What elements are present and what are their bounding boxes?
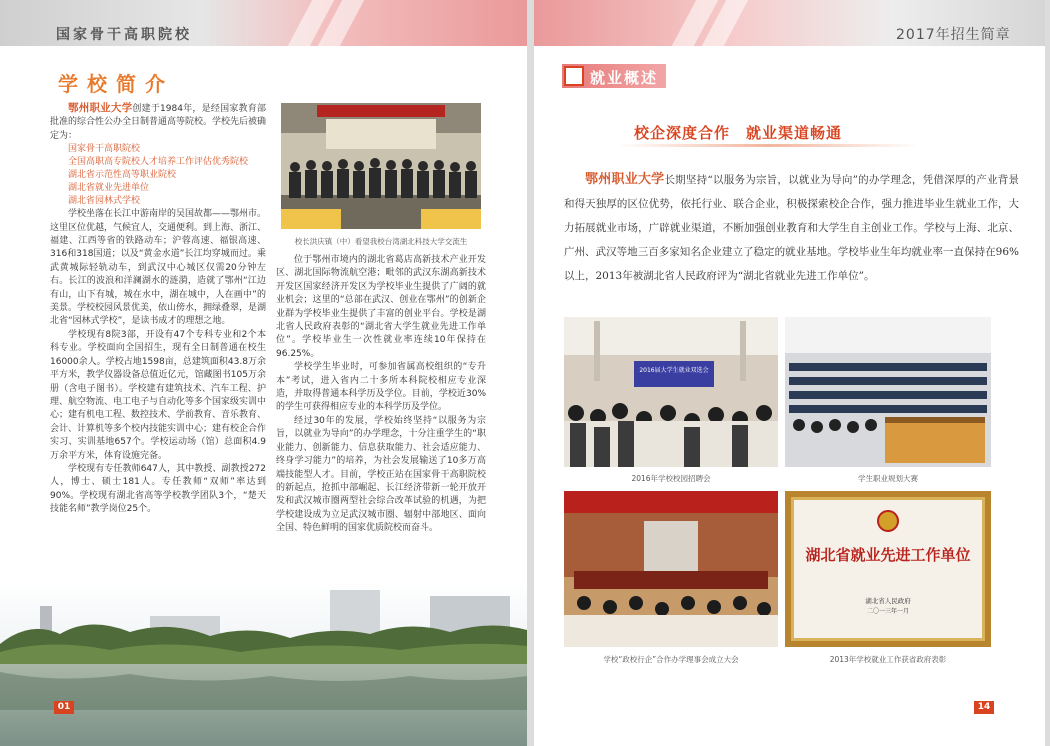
photo-caption: 2013年学校就业工作获省政府表彰 xyxy=(829,655,947,664)
council-meeting-photo xyxy=(564,491,778,647)
right-page xyxy=(534,0,1045,746)
page-number: 01 xyxy=(54,701,74,714)
honor-item: 湖北省就业先进单位 xyxy=(68,183,150,194)
intro-paragraph xyxy=(50,102,266,143)
honor-item: 国家骨干高职院校 xyxy=(68,144,141,155)
honors-list xyxy=(50,143,266,208)
section-label: 就业概述 xyxy=(590,69,659,87)
exchange-students-photo xyxy=(281,103,481,229)
honor-item: 全国高职高专院校人才培养工作评估优秀院校 xyxy=(68,157,249,168)
faculty-paragraph: 学校现有专任教师647人，其中教授、副教授272人，博士、硕士181人。专任教师“双师”率达到90%。学校现有湖北省高等学校教学团队3个，“楚天技能名师”教学岗位25个。 xyxy=(50,463,266,515)
development-column xyxy=(276,254,486,536)
honor-item: 湖北省园林式学校 xyxy=(68,196,141,207)
plaque-issuer: 湖北省人民政府 xyxy=(865,597,911,605)
photo-caption: 学生职业规划大赛 xyxy=(858,474,918,483)
plaque-frame xyxy=(791,497,985,641)
intro-text: 创建于1984年，是经国家教育部批准的综合性公办全日制普通高等院校。学校先后被确定为： xyxy=(50,104,267,141)
employment-overview-paragraph xyxy=(564,168,1019,288)
page-number: 14 xyxy=(974,701,994,714)
intro-column xyxy=(50,102,266,517)
photo-caption: 校长洪庆镇（中）看望我校台湾湖北科技大学交流生 xyxy=(294,237,468,246)
section-tag-icon xyxy=(564,66,584,86)
header-title: 国家骨干高职院校 xyxy=(56,27,192,43)
plaque-date: 二〇一三年一月 xyxy=(866,608,909,615)
employment-paragraph: 位于鄂州市境内的湖北省葛店高新技术产业开发区、湖北国际物流航空港；毗邻的武汉东湖高新技术开发区国家经济开发区为学校毕业生提供了广阔的就业机会；这里的“总部在武汉、创业在鄂州”的创新企业群为学校毕业生提供了丰富的创业平台。学校是湖北省人民政府表彰的“湖北省大学生就业先进工作单位”。学校毕业生一次性就业率连续10年保持在96.25%。 xyxy=(276,255,486,359)
career-contest-photo xyxy=(785,317,991,467)
photo-caption: 2016年学校校园招聘会 xyxy=(631,474,711,483)
scale-paragraph: 学校现有8院3部，开设有47个专科专业和2个本科专业。学校面向全国招生，现有全日制普通在校生16000余人。学校占地1598亩，总建筑面积43.8万余平方米，教学仪器设备总值近亿元，馆藏图书105万余册（含电子图书）。学校建有建筑技术、汽车工程、护理、航空物流、电工电子与自动化等多个国家级实训中心；建有机电工程、数控技术、学前教育、音乐教育、会计、计算机等多个校内技能实训中心；建有校企合作实习、实训基地657个。学校运动场（馆）总面积4.9万余平方米，体育设施完备。 xyxy=(50,329,267,461)
section-subtitle: 校企深度合作 就业渠道畅通 xyxy=(634,124,843,142)
page-title: 学校简介 xyxy=(58,72,174,96)
upgrade-paragraph: 学校学生毕业时，可参加省属高校组织的“专升本”考试，进入省内二十多所本科院校相应专业深造，并取得普通本科学历及学位。目前，学校近30%的学生可获得相应专业的本科学历及学位。 xyxy=(276,362,486,413)
subtitle-underline xyxy=(618,144,918,147)
location-paragraph: 学校坐落在长江中游南岸的吴国故都——鄂州市。这里区位优越，气候宜人，交通便利。到上海、浙江、福建、江西等省的铁路动车；沪蓉高速、福银高速、316和318国道；以及“黄金水道”长江均穿城而过。乘武黄城际轻轨动车，到武汉中心城区仅需20分钟左右。长江的波浪和洋澜湖水的涟漪，造就了鄂州“江边有山，山下有城，城在水中，湖在城中，人在画中”的美景。学校校园风景优美，依山傍水，拥绿叠翠，是湖北省“园林式学校”，是读书成才的理想之地。 xyxy=(50,209,267,327)
photo-caption: 学校“政校行企”合作办学理事会成立大会 xyxy=(603,655,739,664)
plaque-title: 湖北省就业先进工作单位 xyxy=(805,546,971,564)
school-name: 鄂州职业大学 xyxy=(585,172,665,187)
award-plaque-photo xyxy=(785,491,991,647)
emblem-icon xyxy=(877,510,899,532)
honor-item: 湖北省示范性高等职业院校 xyxy=(68,170,177,181)
banner-text: 2016届大学生就业双选会 xyxy=(639,367,709,374)
overview-text: 长期坚持“以服务为宗旨，以就业为导向”的办学理念，凭借深厚的产业背景和得天独厚的区位优势，依托行业、联合企业，积极探索校企合作，强力推进毕业生就业工作，大力拓展就业市场，广辟就业渠道，不断加强创业教育和大学生自主创业工作。学校与上海、北京、广州、武汉等地三百多家知名企业建立了稳定的就业基地。学校毕业生年均就业率一直保持在96%以上，2013年被湖北省人民政府评为“湖北省就业先进工作单位”。 xyxy=(564,174,1019,282)
campus-lake-photo xyxy=(0,580,527,746)
development-paragraph: 经过30年的发展，学校始终坚持“以服务为宗旨，以就业为导向”的办学理念，十分注重学生的“职业能力、创新能力、信息获取能力、社会适应能力、终身学习能力”的培养，为社会发展输送了10多万高端技能型人才。目前，学校正站在国家骨干高职院校的新起点，抢抓中部崛起、长江经济带新一轮开放开发和武汉城市圈两型社会综合改革试验的机遇，为把学校建设成为立足武汉城市圈、辐射中部地区、面向全国、特色鲜明的国家优质院校而奋斗。 xyxy=(276,415,486,534)
header-title: 2017年招生简章 xyxy=(896,27,1011,43)
school-name: 鄂州职业大学 xyxy=(68,102,133,114)
job-fair-photo xyxy=(564,317,778,467)
